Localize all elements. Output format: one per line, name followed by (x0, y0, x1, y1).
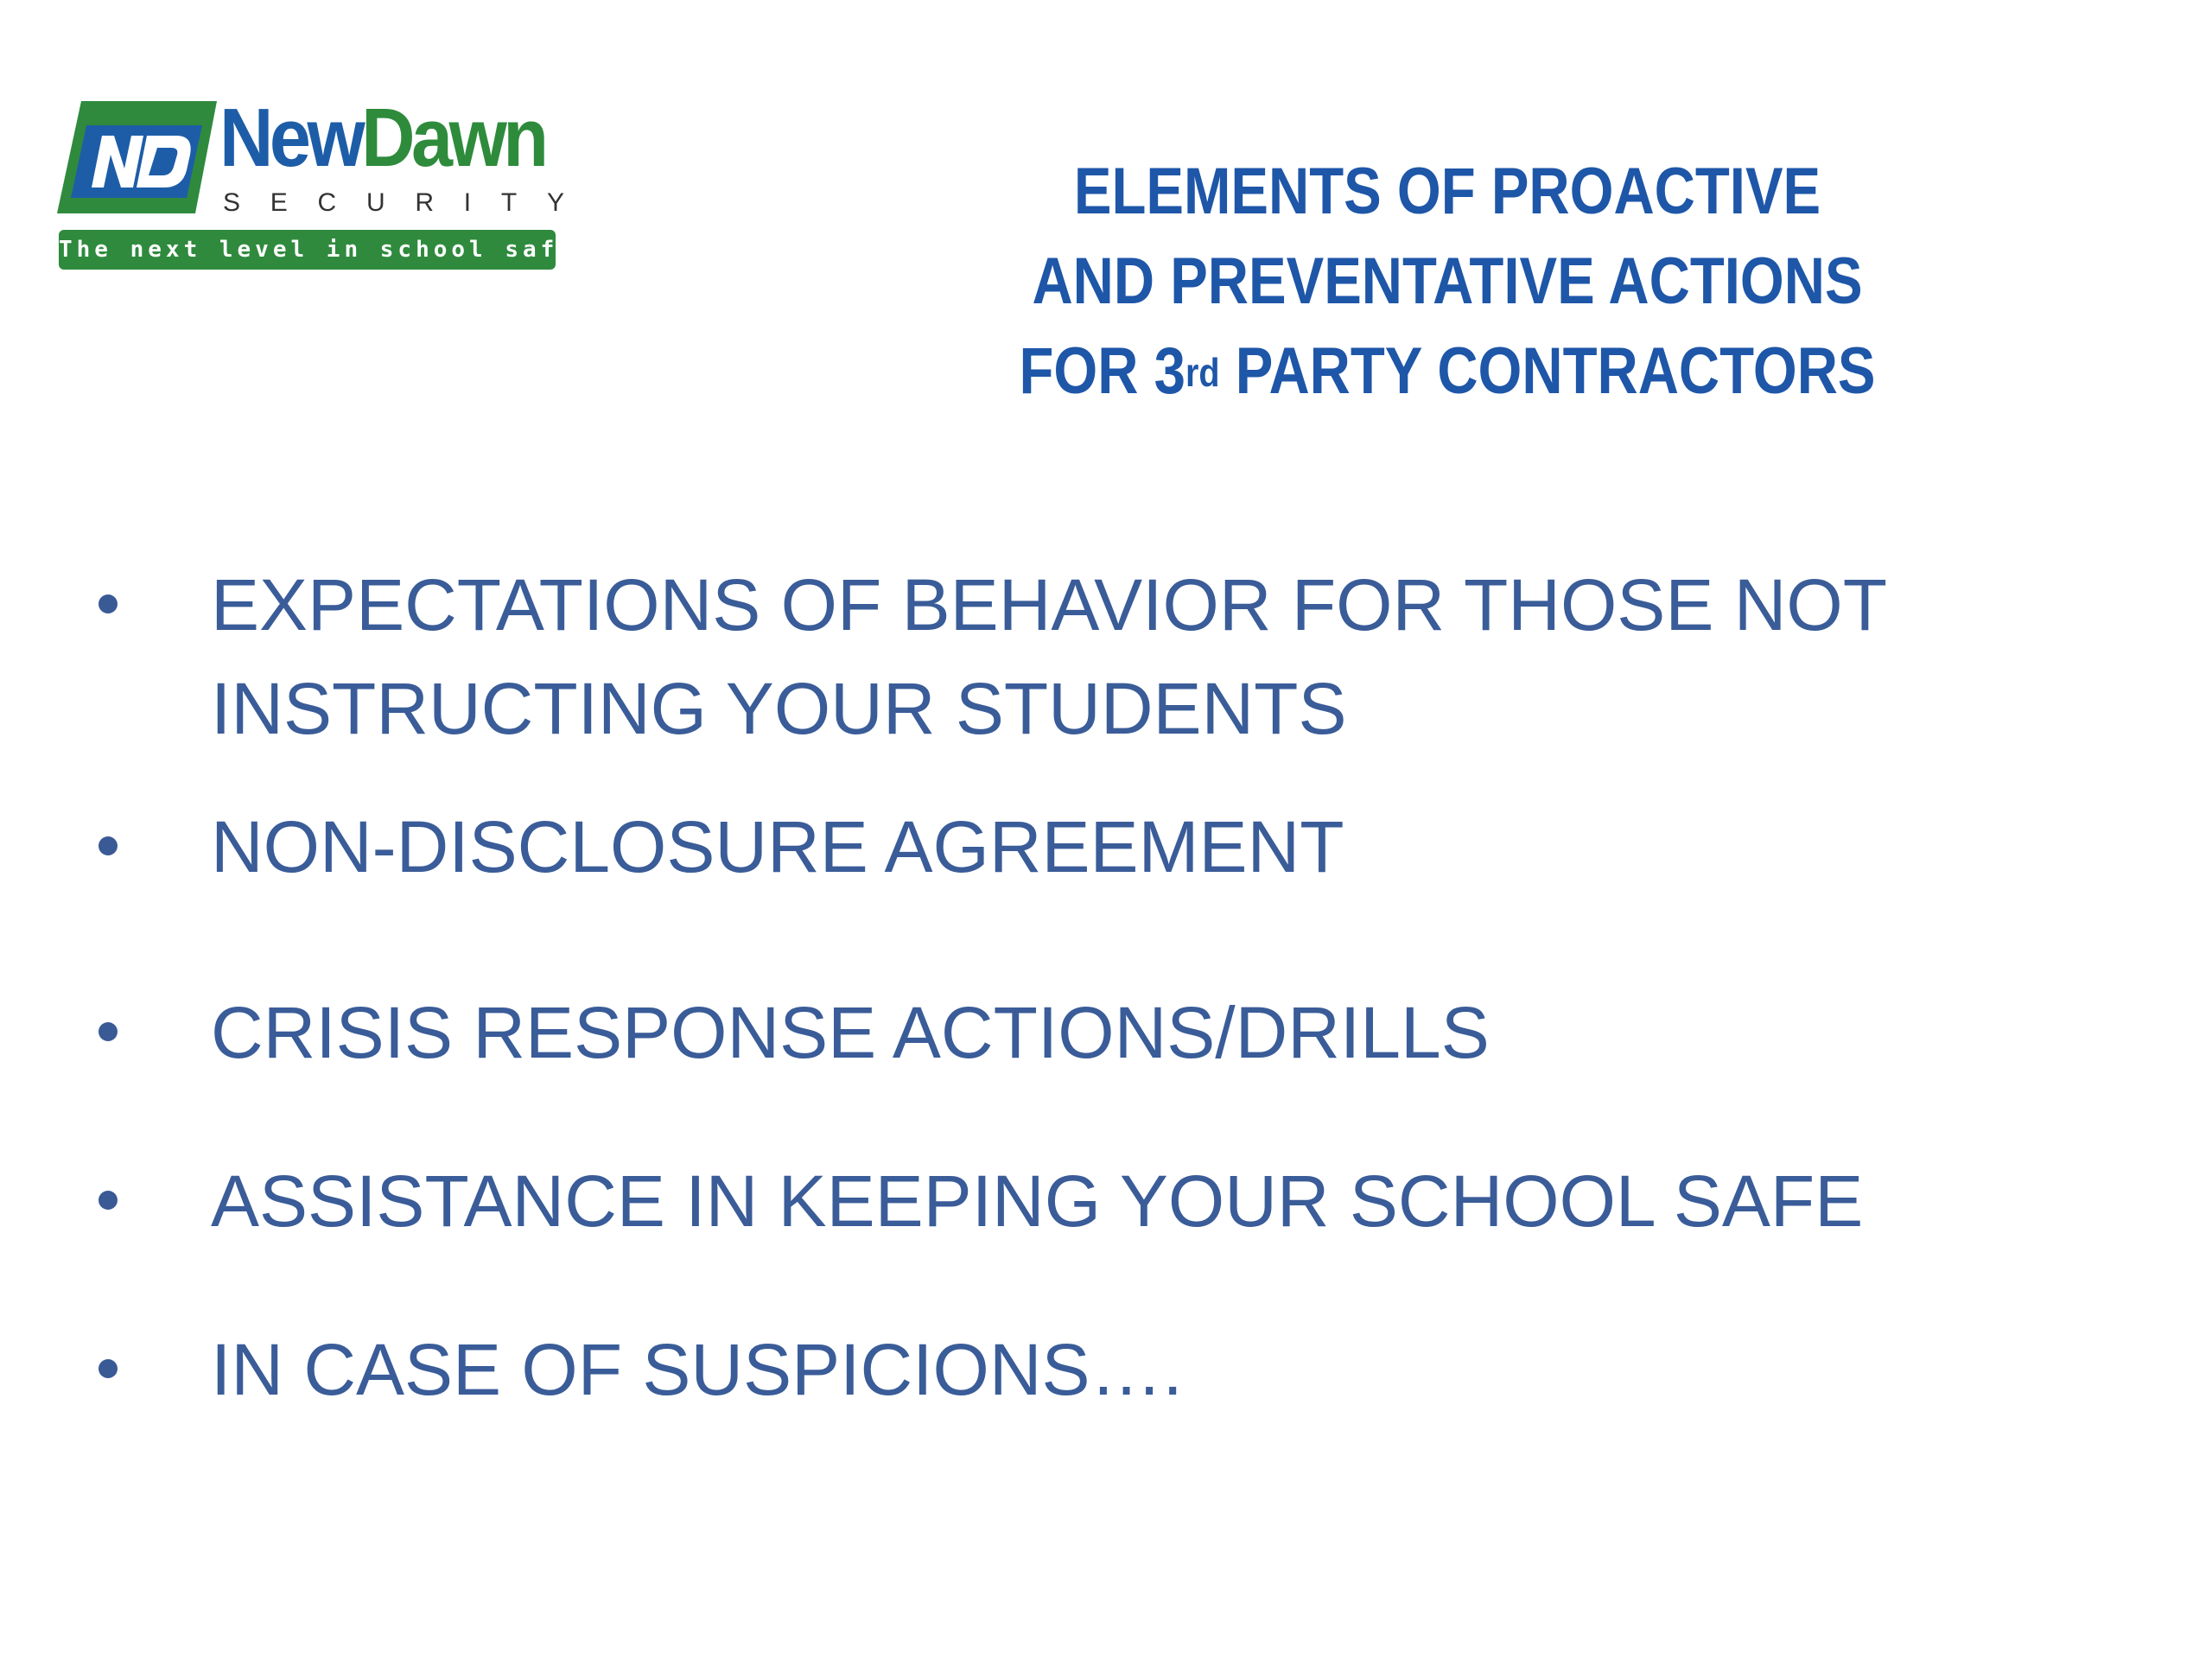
logo-subtitle-letter: S (223, 188, 241, 217)
logo-subtitle-letter: T (500, 188, 518, 217)
logo-word-new: New (219, 92, 362, 184)
title-ordinal-suffix: rd (1185, 350, 1220, 395)
logo-subtitle-letter: U (365, 188, 385, 217)
bullet-text-line: CRISIS RESPONSE ACTIONS/DRILLS (211, 992, 1490, 1073)
logo-subtitle-letter: E (270, 188, 288, 217)
bullet-dot-icon (99, 594, 118, 613)
bullet-dot-icon (99, 1191, 118, 1210)
title-line-1: ELEMENTS OF PROACTIVE (1073, 155, 1821, 228)
logo-word-dawn: Dawn (361, 92, 545, 184)
bullet-text (211, 795, 2069, 899)
bullet-dot-icon (99, 1359, 118, 1378)
bullet-text-line: IN CASE OF SUSPICIONS…. (211, 1329, 1183, 1410)
title-line-2: AND PREVENTATIVE ACTIONS (1032, 245, 1863, 318)
bullet-text (211, 1149, 2069, 1253)
bullet-text-line: INSTRUCTING YOUR STUDENTS (211, 668, 1347, 749)
bullet-text-line: ASSISTANCE IN KEEPING YOUR SCHOOL SAFE (211, 1160, 1864, 1242)
logo-subtitle-letter: R (415, 188, 435, 217)
bullet-text-line: EXPECTATIONS OF BEHAVIOR FOR THOSE NOT (211, 564, 1887, 645)
logo-tagline: The next level in school safety (59, 230, 556, 270)
bullet-text-line: NON-DISCLOSURE AGREEMENT (211, 806, 1344, 887)
bullet-text (211, 1318, 2069, 1421)
title-line-3-prefix: FOR 3 (1019, 334, 1185, 408)
bullet-text (211, 553, 2069, 760)
title-line-3-suffix: PARTY CONTRACTORS (1219, 334, 1876, 408)
bullet-dot-icon (99, 1022, 118, 1041)
logo-subtitle-letter: Y (546, 188, 564, 217)
bullet-dot-icon (99, 836, 118, 855)
bullet-text (211, 981, 2069, 1084)
logo-subtitle-letter: C (317, 188, 337, 217)
logo-subtitle-letter: I (463, 188, 472, 217)
